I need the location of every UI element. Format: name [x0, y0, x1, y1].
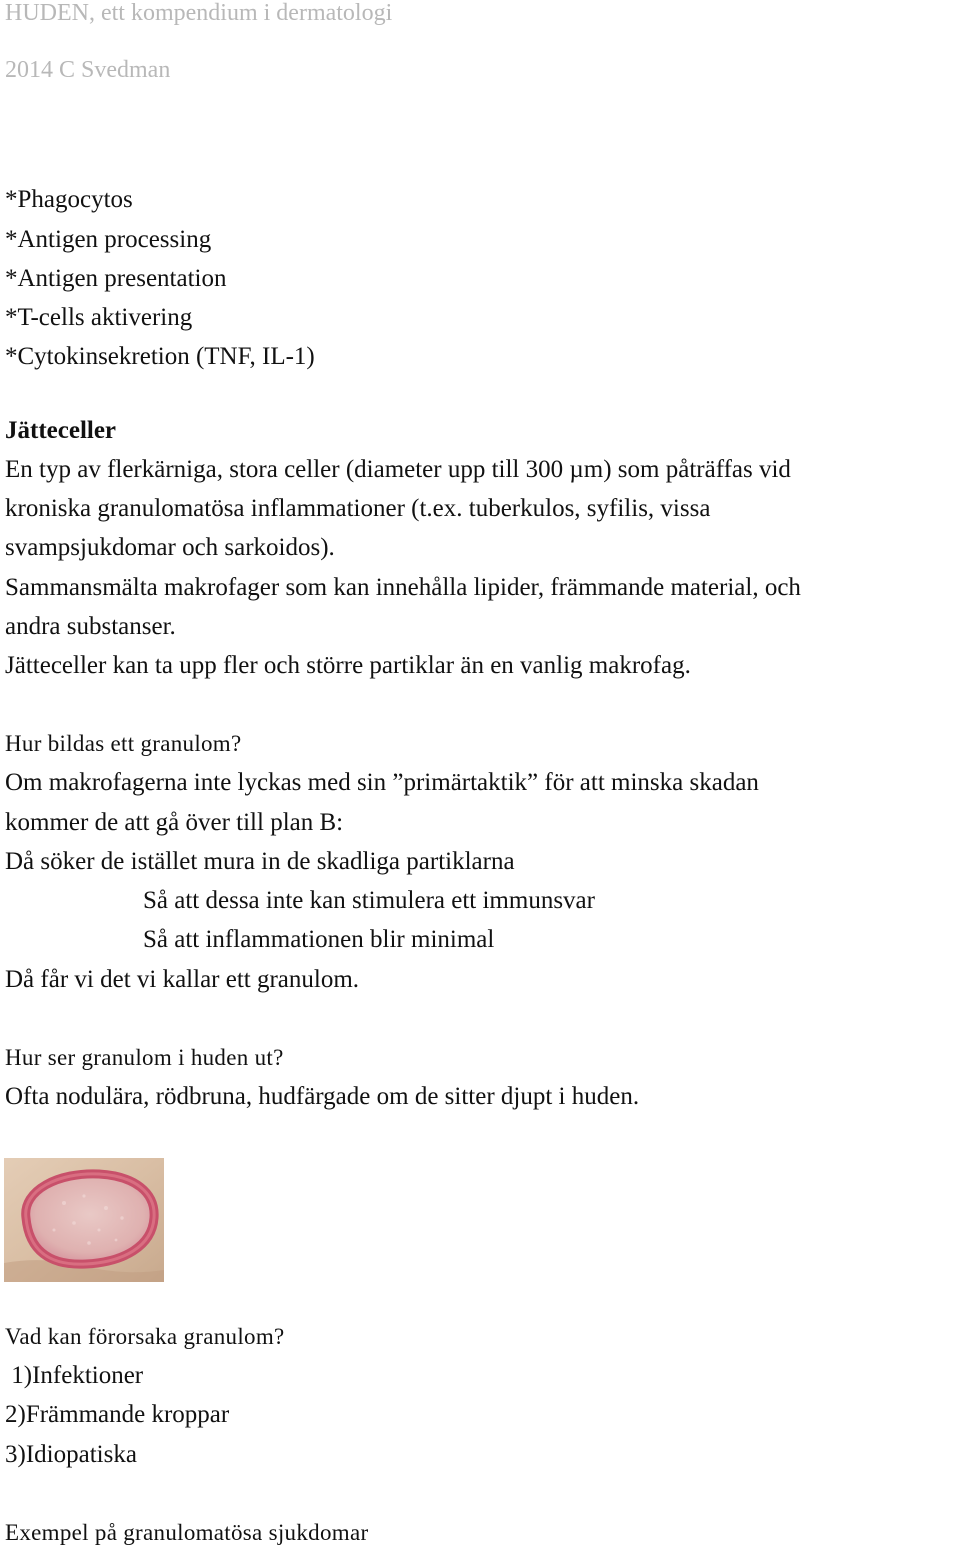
paragraph-line: svampsjukdomar och sarkoidos). — [5, 534, 335, 561]
document-title: HUDEN, ett kompendium i dermatologi — [5, 0, 393, 26]
function-item: *Antigen presentation — [5, 265, 227, 292]
paragraph-line: En typ av flerkärniga, stora celler (diameter upp till 300 µm) som påträffas vid — [5, 456, 791, 483]
paragraph-line: Då får vi det vi kallar ett granulom. — [5, 966, 360, 993]
cause-item: 3)Idiopatiska — [5, 1441, 137, 1468]
paragraph-line: Jätteceller kan ta upp fler och större partiklar än en vanlig makrofag. — [5, 652, 691, 679]
paragraph-line: Ofta nodulära, rödbruna, hudfärgade om de sitter djupt i huden. — [5, 1083, 640, 1110]
function-item: *Antigen processing — [5, 226, 212, 253]
function-item: *T-cells aktivering — [5, 304, 193, 331]
examples-heading: Exempel på granulomatösa sjukdomar — [5, 1520, 369, 1545]
section-heading-giant-cells: Jätteceller — [5, 417, 117, 444]
function-item: *Phagocytos — [5, 186, 133, 213]
document-author: 2014 C Svedman — [5, 57, 171, 83]
cause-item: 2)Främmande kroppar — [5, 1401, 230, 1428]
question-heading: Hur bildas ett granulom? — [5, 731, 242, 756]
indented-line: Så att inflammationen blir minimal — [143, 926, 495, 953]
paragraph-line: andra substanser. — [5, 613, 176, 640]
paragraph-line: kroniska granulomatösa inflammationer (t.ex. tuberkulos, syfilis, vissa — [5, 495, 711, 522]
paragraph-line: Sammansmälta makrofager som kan innehålla lipider, främmande material, och — [5, 574, 801, 601]
function-item: *Cytokinsekretion (TNF, IL-1) — [5, 343, 315, 370]
indented-line: Så att dessa inte kan stimulera ett immunsvar — [143, 887, 595, 914]
paragraph-line: Om makrofagerna inte lyckas med sin ”primärtaktik” för att minska skadan — [5, 769, 759, 796]
paragraph-line: kommer de att gå över till plan B: — [5, 809, 344, 836]
question-heading: Hur ser granulom i huden ut? — [5, 1045, 284, 1070]
paragraph-line: Då söker de istället mura in de skadliga partiklarna — [5, 848, 515, 875]
granuloma-skin-photo — [4, 1158, 164, 1282]
lesion-image — [4, 1158, 164, 1282]
cause-item: 1)Infektioner — [5, 1362, 144, 1389]
question-heading: Vad kan förorsaka granulom? — [5, 1324, 285, 1349]
